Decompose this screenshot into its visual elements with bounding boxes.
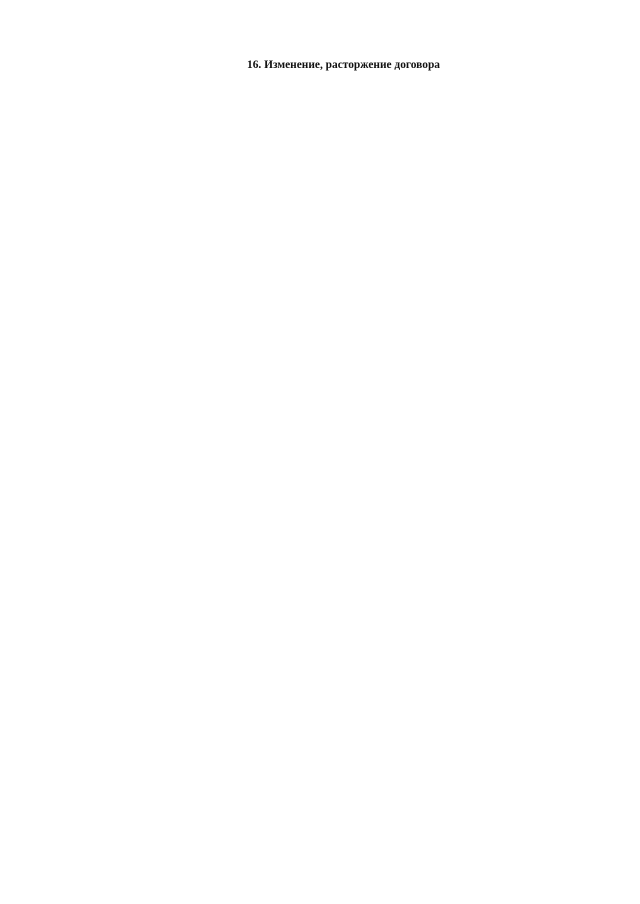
section-heading: 16. Изменение, расторжение договора <box>247 59 440 71</box>
